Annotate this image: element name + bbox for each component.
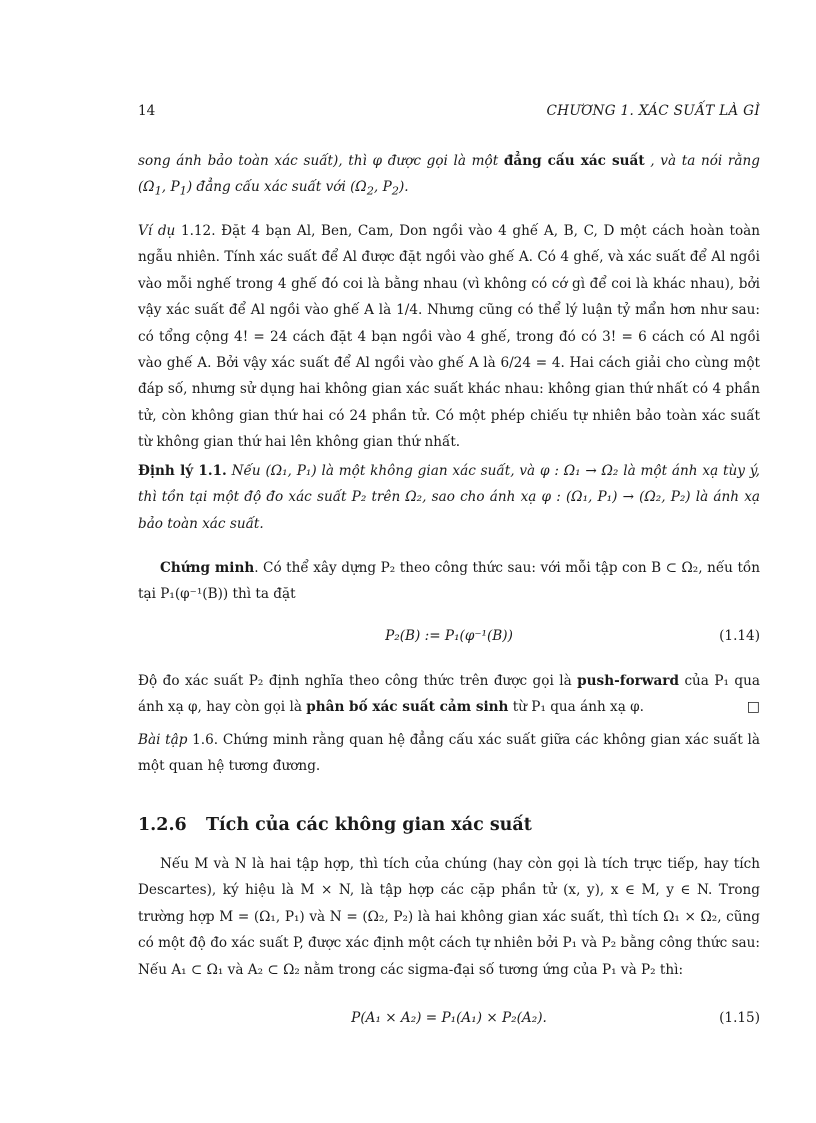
section-number: 1.2.6 — [138, 815, 187, 835]
text-span: ). — [398, 179, 409, 196]
subscript: 1 — [154, 184, 162, 199]
product-text: Nếu M và N là hai tập hợp, thì tích của chúng (hay còn gọi là tích trực tiếp, hay tích Descartes), ký hiệu là M × N, là tập hợp các cặp phần tử (x, y), x ∈ M, y ∈ N. Trong trường hợp M = (Ω₁, P₁) và N = (Ω₂, P₂) là hai không gian xác suất, thì tích Ω₁ × Ω₂, cũng có một độ đo xác suất P, được xác định một cách tự nhiên bởi P₁ và P₂ bằng công thức sau: Nếu A₁ ⊂ Ω₁ và A₂ ⊂ Ω₂ nằm trong các sigma-đại số tương ứng của P₁ và P₂ thì: — [138, 856, 760, 978]
exercise-1-6 — [138, 727, 760, 780]
section-heading — [138, 812, 760, 838]
pushforward-paragraph — [138, 668, 760, 721]
text-span: song ánh bảo toàn xác suất), thì φ được gọi là một — [138, 153, 504, 169]
running-header — [138, 98, 760, 124]
text-span: , P — [161, 179, 180, 196]
text-span: Độ đo xác suất P₂ định nghĩa theo công thức trên được gọi là — [138, 673, 578, 689]
exercise-label: Bài tập — [138, 732, 188, 748]
term-probability-isomorphism: đẳng cấu xác suất — [503, 153, 645, 169]
qed-symbol: □ — [746, 699, 760, 716]
theorem-text: Nếu (Ω₁, P₁) là một không gian xác suất, và φ : Ω₁ → Ω₂ là một ánh xạ tùy ý, thì tồn tại một độ đo xác suất P₂ trên Ω₂, sao cho ánh xạ φ : (Ω₁, P₁) → (Ω₂, P₂) là ánh xạ bảo toàn xác suất. — [138, 463, 760, 532]
term-induced-distribution: phân bố xác suất cảm sinh — [306, 699, 509, 716]
text-span: ) đẳng cấu xác suất với (Ω — [186, 179, 367, 196]
text-span: của P₁ qua ánh xạ φ, hay còn gọi là — [138, 673, 760, 716]
proof-text: . Có thể xây dựng P₂ theo công thức sau: với mỗi tập con B ⊂ Ω₂, nếu tồn tại P₁(φ⁻¹(B)) thì ta đặt — [138, 560, 760, 603]
product-paragraph — [138, 851, 760, 983]
text-span: từ P₁ qua ánh xạ φ. — [508, 699, 644, 716]
proof-paragraph — [138, 555, 760, 608]
term-push-forward: push-forward — [577, 673, 679, 689]
text-span: , P — [373, 179, 392, 196]
continued-paragraph — [138, 148, 760, 205]
subscript: 2 — [366, 184, 374, 199]
subscript: 1 — [179, 184, 187, 199]
equation-1-15 — [138, 1005, 760, 1031]
chapter-title: CHƯƠNG 1. XÁC SUẤT LÀ GÌ — [546, 103, 760, 119]
theorem-label: Định lý 1.1. — [138, 463, 227, 479]
page-number: 14 — [138, 103, 156, 119]
exercise-text: 1.6. Chứng minh rằng quan hệ đẳng cấu xác suất giữa các không gian xác suất là một quan hệ tương đương. — [138, 732, 760, 775]
theorem-1-1 — [138, 458, 760, 537]
text-span: , và ta nói rằng (Ω — [138, 153, 760, 196]
proof-label: Chứng minh — [160, 560, 255, 576]
subscript: 2 — [391, 184, 399, 199]
section-title: Tích của các không gian xác suất — [206, 815, 532, 835]
equation-math: P₂(B) := P₁(φ⁻¹(B)) — [385, 628, 513, 644]
equation-1-14 — [138, 623, 760, 649]
example-text: 1.12. Đặt 4 bạn Al, Ben, Cam, Don ngồi vào 4 ghế A, B, C, D một cách hoàn toàn ngẫu nhiên. Tính xác suất để Al được đặt ngồi vào ghế A. Có 4 ghế, và xác suất để Al ngồi vào mỗi nghế trong 4 ghế đó coi là bằng nhau (vì không có cớ gì để coi là khác nhau), bởi vậy xác suất để Al ngồi vào ghế A là 1/4. Nhưng cũng có thể lý luận tỷ mẩn hơn như sau: có tổng cộng 4! = 24 cách đặt 4 bạn ngồi vào 4 ghế, trong đó có 3! = 6 cách có Al ngồi vào ghế A. Bởi vậy xác suất để Al ngồi vào ghế A là 6/24 = 4. Hai cách giải cho cùng một đáp số, nhưng sử dụng hai không gian xác suất khác nhau: không gian thứ nhất có 4 phần tử, còn không gian thứ hai có 24 phần tử. Có một phép chiếu tự nhiên bảo toàn xác suất từ không gian thứ hai lên không gian thứ nhất. — [138, 223, 760, 451]
equation-number: (1.14) — [719, 628, 760, 644]
example-1-12 — [138, 218, 760, 456]
equation-number: (1.15) — [719, 1010, 760, 1026]
example-label: Ví dụ — [138, 223, 176, 239]
equation-math: P(A₁ × A₂) = P₁(A₁) × P₂(A₂). — [351, 1010, 547, 1026]
